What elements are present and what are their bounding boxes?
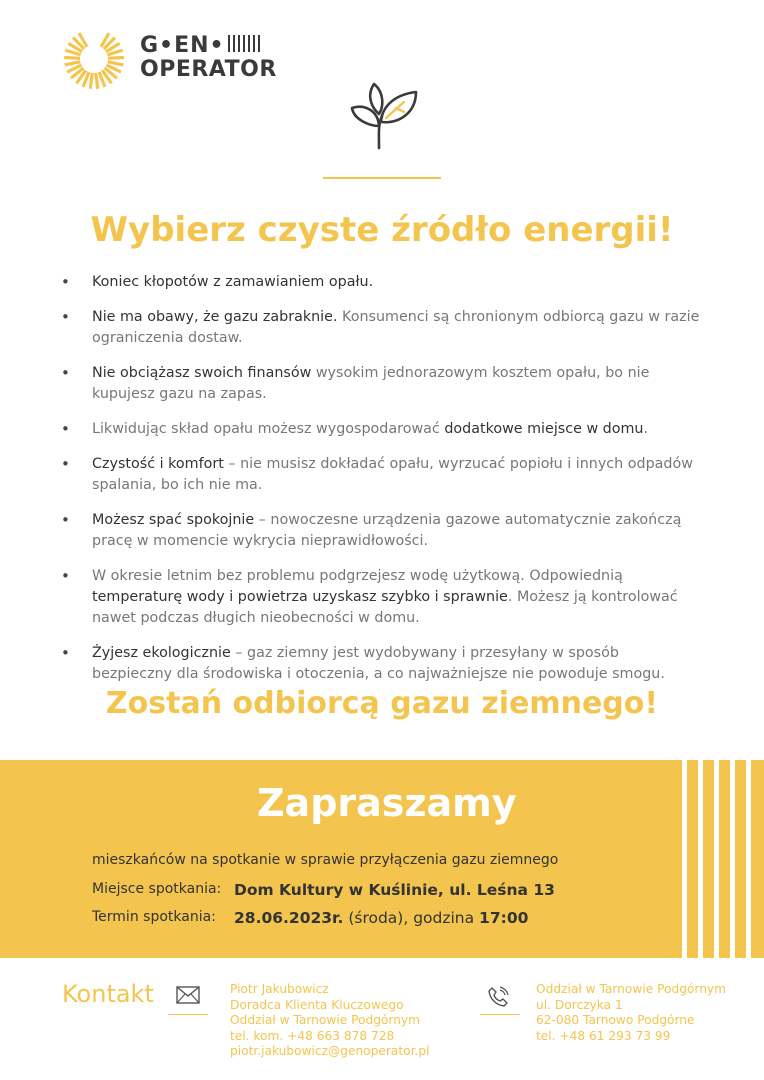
benefit-item: • Nie ma obawy, że gazu zabraknie. Konsumenci są chronionym odbiorcą gazu w razie ograniczenia dostaw. bbox=[60, 307, 700, 349]
benefit-item: • W okresie letnim bez problemu podgrzejesz wodę użytkową. Odpowiednią temperaturę wody i powietrza uzyskasz szybko i sprawnie. Możesz ją kontrolować nawet podczas długich nieobecności w domu. bbox=[60, 566, 700, 629]
logo-text bbox=[140, 34, 277, 82]
divider-line bbox=[323, 177, 441, 179]
contact-label: Kontakt bbox=[62, 980, 154, 1008]
invitation-title: Zapraszamy bbox=[257, 781, 517, 825]
place-value: Dom Kultury w Kuślinie, ul. Leśna 13 bbox=[234, 881, 555, 899]
benefits-list bbox=[60, 272, 700, 699]
decor-stripe bbox=[730, 760, 735, 958]
leaf-plant-icon bbox=[348, 82, 418, 152]
genoperator-logo bbox=[62, 28, 312, 90]
person-branch: Oddział w Tarnowie Podgórnym bbox=[230, 1013, 420, 1027]
person-name: Piotr Jakubowicz bbox=[230, 982, 329, 996]
benefit-item: • Nie obciążasz swoich finansów wysokim jednorazowym kosztem opału, bo nie kupujesz gazu na zapas. bbox=[60, 363, 700, 405]
benefit-item: • Możesz spać spokojnie – nowoczesne urządzenia gazowe automatycznie zakończą pracę w momencie wykrycia nieprawidłowości. bbox=[60, 510, 700, 552]
logo-line2: OPERATOR bbox=[140, 57, 277, 82]
date-value: 28.06.2023r. (środa), godzina 17:00 bbox=[234, 909, 529, 927]
date-label: Termin spotkania: bbox=[92, 909, 216, 925]
decor-stripe bbox=[682, 760, 687, 958]
decor-stripe bbox=[746, 760, 751, 958]
main-headline: Wybierz czyste źródło energii! bbox=[90, 210, 674, 250]
benefit-item: • Likwidując skład opału możesz wygospodarować dodatkowe miejsce w domu. bbox=[60, 419, 700, 440]
logo-line1: G•EN• bbox=[140, 33, 225, 58]
contact-person bbox=[230, 982, 429, 1060]
place-label: Miejsce spotkania: bbox=[92, 881, 222, 897]
decor-stripe bbox=[714, 760, 719, 958]
contact-divider bbox=[480, 1014, 520, 1015]
envelope-icon bbox=[176, 986, 200, 1004]
decor-stripe bbox=[698, 760, 703, 958]
phone-icon bbox=[487, 986, 509, 1008]
office-city: 62-080 Tarnowo Podgórne bbox=[536, 1013, 695, 1027]
benefit-item: • Czystość i komfort – nie musisz dokładać opału, wyrzucać popiołu i innych odpadów spalania, bo ich nie ma. bbox=[60, 454, 700, 496]
sub-headline: Zostań odbiorcą gazu ziemnego! bbox=[105, 686, 659, 721]
office-name: Oddział w Tarnowie Podgórnym bbox=[536, 982, 726, 996]
person-role: Doradca Klienta Kluczowego bbox=[230, 997, 404, 1012]
benefit-item: • Koniec kłopotów z zamawianiem opału. bbox=[60, 272, 700, 293]
contact-divider bbox=[168, 1014, 208, 1015]
person-email[interactable]: piotr.jakubowicz@genoperator.pl bbox=[230, 1044, 430, 1058]
contact-office bbox=[536, 982, 726, 1044]
office-phone[interactable]: tel. +48 61 293 73 99 bbox=[536, 1028, 671, 1043]
sun-logo-icon bbox=[62, 28, 126, 90]
person-phone[interactable]: tel. kom. +48 663 878 728 bbox=[230, 1028, 395, 1043]
benefit-item: • Żyjesz ekologicznie – gaz ziemny jest wydobywany i przesyłany w sposób bezpieczny dla środowiska i otoczenia, a co najważniejsze nie powoduje smogu. bbox=[60, 643, 700, 685]
invitation-subtitle: mieszkańców na spotkanie w sprawie przyłączenia gazu ziemnego bbox=[92, 852, 559, 868]
office-street: ul. Dorczyka 1 bbox=[536, 997, 623, 1012]
